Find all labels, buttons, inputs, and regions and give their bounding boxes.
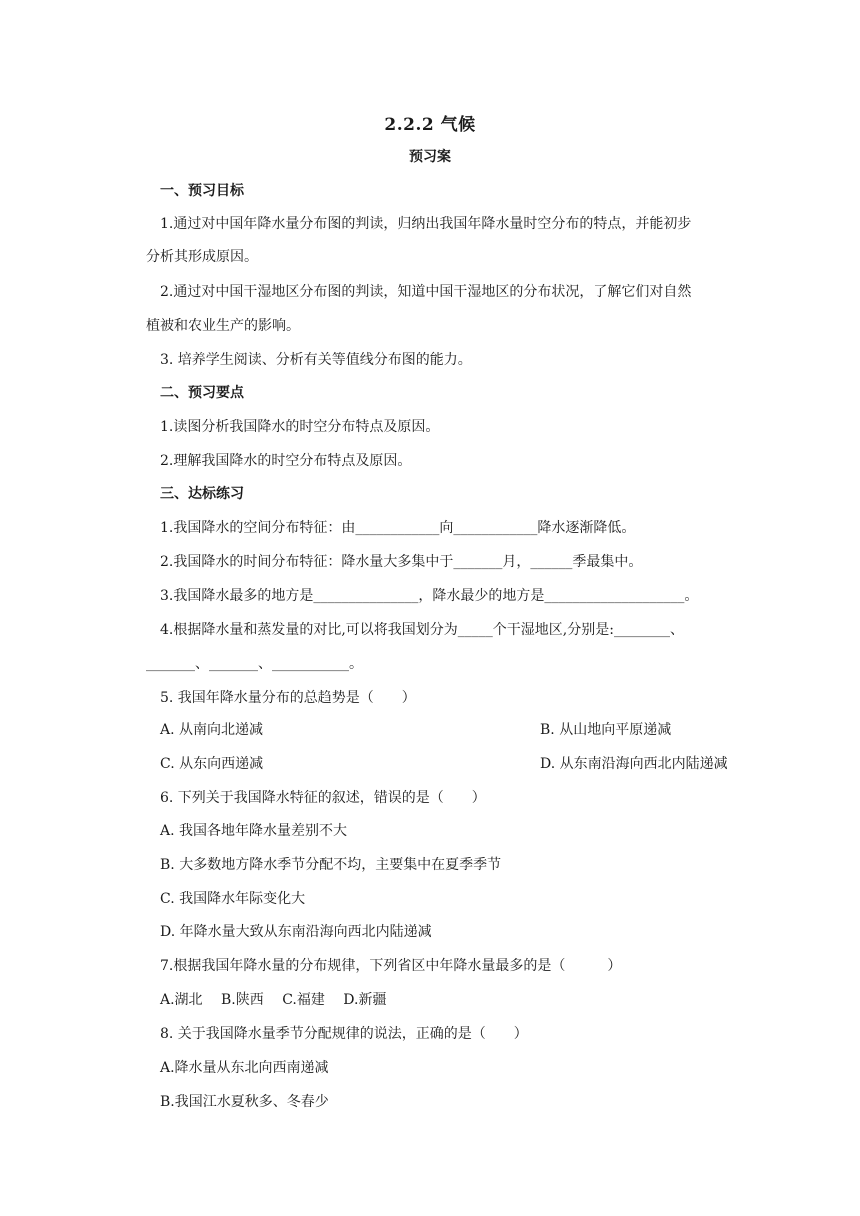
goal-3: 3. 培养学生阅读、分析有关等值线分布图的能力。 [160, 352, 472, 368]
point-2: 2.理解我国降水的时空分布特点及原因。 [160, 453, 412, 469]
goal-1-line-2: 分析其形成原因。 [146, 249, 258, 265]
question-6: 6. 下列关于我国降水特征的叙述，错误的是（ ） [160, 790, 486, 806]
question-6-option-c: C. 我国降水年际变化大 [160, 891, 306, 907]
question-4-line-2: _______、_______、___________。 [146, 656, 363, 672]
page-title: 2.2.2 气候 [384, 115, 476, 135]
question-3: 3.我国降水最多的地方是_______________，降水最少的地方是____________________。 [160, 588, 699, 604]
question-2: 2.我国降水的时间分布特征：降水量大多集中于_______月，______季最集中。 [160, 554, 643, 570]
goal-2-line-2: 植被和农业生产的影响。 [146, 318, 300, 334]
question-8-option-a: A.降水量从东北向西南递减 [160, 1060, 329, 1076]
question-7-options: A.湖北 B.陕西 C.福建 D.新疆 [160, 992, 387, 1008]
goals-heading: 一、预习目标 [160, 183, 244, 199]
question-8: 8. 关于我国降水量季节分配规律的说法，正确的是（ ） [160, 1026, 528, 1042]
practice-heading: 三、达标练习 [160, 486, 244, 502]
question-1: 1.我国降水的空间分布特征：由____________向____________降水逐渐降低。 [160, 520, 636, 536]
question-5-options-row-1 [160, 720, 740, 740]
question-7: 7.根据我国年降水量的分布规律，下列省区中年降水量最多的是（ ） [160, 958, 622, 974]
goal-1-line-1: 1.通过对中国年降水量分布图的判读，归纳出我国年降水量时空分布的特点，并能初步 [160, 216, 692, 232]
question-6-option-d: D. 年降水量大致从东南沿海向西北内陆递减 [160, 924, 432, 940]
question-5-option-c: C. 从东向西递减 [160, 756, 264, 772]
question-6-option-b: B. 大多数地方降水季节分配不均，主要集中在夏季季节 [160, 857, 502, 873]
question-5-option-d: D. 从东南沿海向西北内陆递减 [540, 756, 728, 772]
points-heading: 二、预习要点 [160, 385, 244, 401]
question-5-option-b: B. 从山地向平原递减 [540, 722, 672, 738]
question-5: 5. 我国年降水量分布的总趋势是（ ） [160, 690, 416, 706]
question-5-options-row-2 [160, 754, 740, 774]
question-8-option-b: B.我国江水夏秋多、冬春少 [160, 1094, 329, 1110]
point-1: 1.读图分析我国降水的时空分布特点及原因。 [160, 419, 440, 435]
goal-2-line-1: 2.通过对中国干湿地区分布图的判读，知道中国干湿地区的分布状况，了解它们对自然 [160, 284, 692, 300]
question-6-option-a: A. 我国各地年降水量差别不大 [160, 823, 348, 839]
page-subtitle: 预习案 [409, 149, 451, 165]
question-5-option-a: A. 从南向北递减 [160, 722, 264, 738]
question-4-line-1: 4.根据降水量和蒸发量的对比,可以将我国划分为_____个干湿地区,分别是:________、 [160, 622, 684, 638]
